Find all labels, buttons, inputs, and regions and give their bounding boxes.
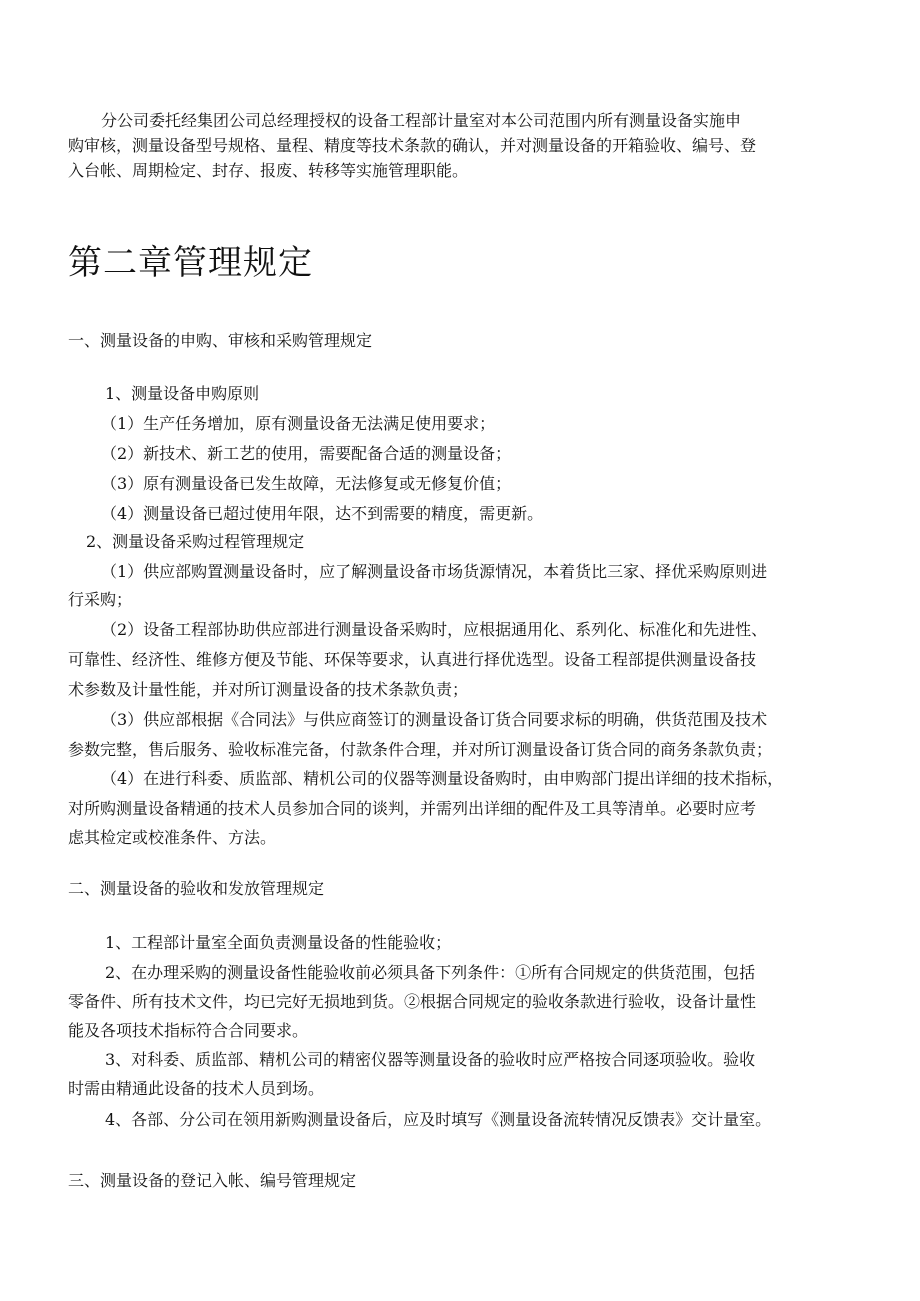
section-2-line: 3、对科委、质监部、精机公司的精密仪器等测量设备的验收时应严格按合同逐项验收。验收 — [105, 1050, 756, 1069]
section-2-title: 二、测量设备的验收和发放管理规定 — [68, 879, 325, 898]
section-1-sub-2-line: （3）供应部根据《合同法》与供应商签订的测量设备订货合同要求标的明确，供货范围及技术 — [101, 710, 768, 729]
section-1-sub-2-line: （1）供应部购置测量设备时，应了解测量设备市场货源情况，本着货比三家、择优采购原则进 — [101, 562, 768, 581]
section-2-line: 4、各部、分公司在领用新购测量设备后，应及时填写《测量设备流转情况反馈表》交计量室。 — [105, 1110, 772, 1129]
section-1-sub-2-line: （4）在进行科委、质监部、精机公司的仪器等测量设备购时，由申购部门提出详细的技术指标， — [101, 769, 784, 788]
section-3-title: 三、测量设备的登记入帐、编号管理规定 — [68, 1171, 357, 1190]
intro-line-3: 入台帐、周期检定、封存、报废、转移等实施管理职能。 — [68, 161, 469, 180]
section-1-sub-1-title: 1、测量设备申购原则 — [105, 384, 260, 403]
section-1-sub-2-line: （2）设备工程部协助供应部进行测量设备采购时，应根据通用化、系列化、标准化和先进性、 — [101, 620, 768, 639]
section-1-sub-2-title: 2、测量设备采购过程管理规定 — [86, 532, 305, 551]
section-1-sub-2-line: 可靠性、经济性、维修方便及节能、环保等要求，认真进行择优选型。设备工程部提供测量设备技 — [68, 650, 757, 669]
chapter-title: 第二章管理规定 — [68, 243, 313, 283]
section-1-sub-2-line: 术参数及计量性能，并对所订测量设备的技术条款负责； — [68, 680, 469, 699]
section-1-sub-2-line: 对所购测量设备精通的技术人员参加合同的谈判，并需列出详细的配件及工具等清单。必要时应考 — [68, 799, 757, 818]
section-2-line: 零备件、所有技术文件，均已完好无损地到货。②根据合同规定的验收条款进行验收，设备计量性 — [68, 992, 757, 1011]
section-2-line: 能及各项技术指标符合合同要求。 — [68, 1021, 309, 1040]
section-1-sub-1-item: （1）生产任务增加，原有测量设备无法满足使用要求； — [101, 414, 496, 433]
intro-line-2: 购审核，测量设备型号规格、量程、精度等技术条款的确认，并对测量设备的开箱验收、编号、登 — [68, 136, 757, 155]
section-1-sub-2-line: 行采购； — [68, 590, 133, 609]
section-1-sub-1-item: （3）原有测量设备已发生故障，无法修复或无修复价值； — [101, 474, 512, 493]
section-2-line: 2、在办理采购的测量设备性能验收前必须具备下列条件：①所有合同规定的供货范围，包括 — [105, 963, 756, 982]
section-1-sub-1-item: （4）测量设备已超过使用年限，达不到需要的精度，需更新。 — [101, 504, 544, 523]
section-1-sub-2-line: 参数完整，售后服务、验收标准完备，付款条件合理，并对所订测量设备订货合同的商务条款负责； — [68, 740, 773, 759]
section-2-line: 1、工程部计量室全面负责测量设备的性能验收； — [105, 933, 452, 952]
section-1-sub-1-item: （2）新技术、新工艺的使用，需要配备合适的测量设备； — [101, 444, 512, 463]
section-1-title: 一、测量设备的申购、审核和采购管理规定 — [68, 331, 373, 350]
intro-line-1: 分公司委托经集团公司总经理授权的设备工程部计量室对本公司范围内所有测量设备实施申 — [101, 111, 742, 130]
section-1-sub-2-line: 虑其检定或校准条件、方法。 — [68, 828, 277, 847]
section-2-line: 时需由精通此设备的技术人员到场。 — [68, 1079, 325, 1098]
